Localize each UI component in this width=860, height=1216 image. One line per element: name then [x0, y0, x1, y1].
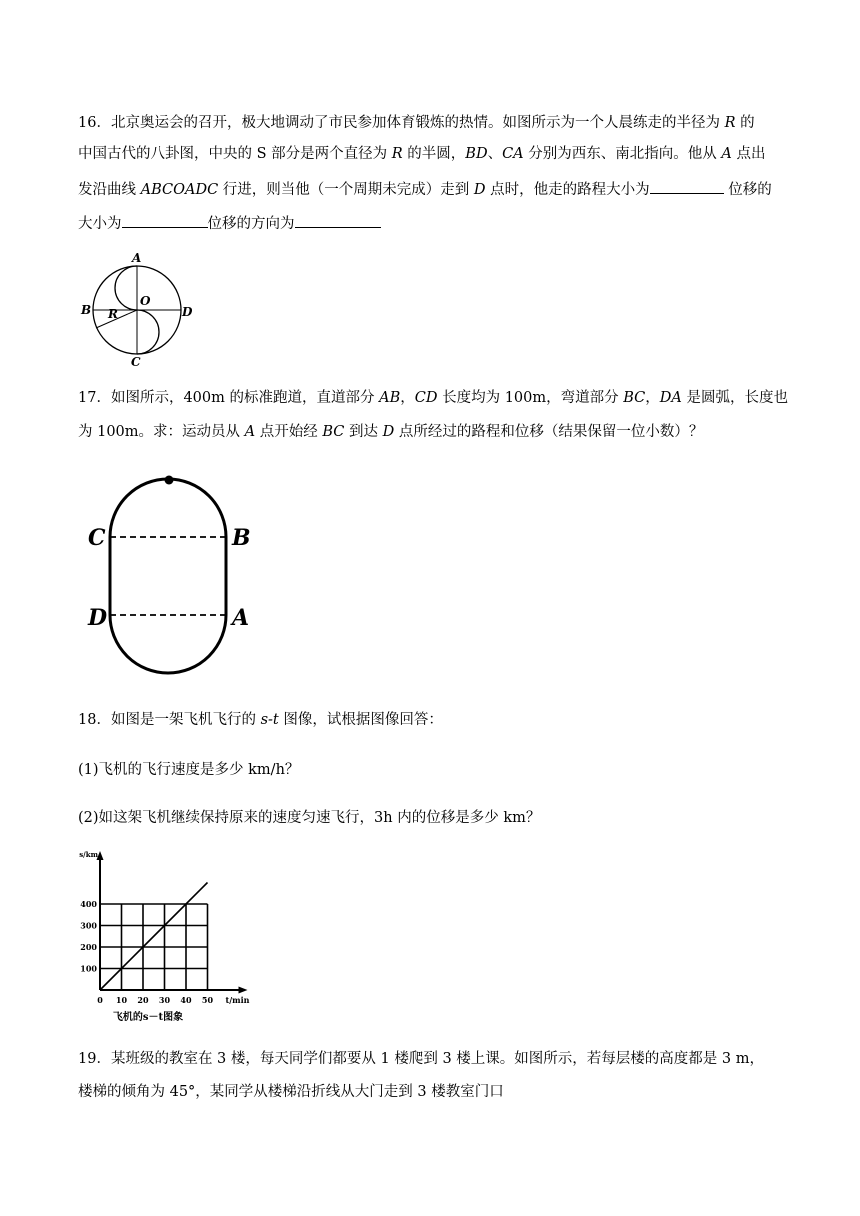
q16-number: 16．	[78, 115, 111, 131]
label-b: B	[81, 303, 92, 317]
bagua-figure	[78, 250, 198, 368]
label-r: R	[108, 307, 118, 321]
x-tick-label: 50	[201, 995, 214, 1005]
label-c: C	[131, 355, 141, 368]
q18-sub1: (1)飞机的飞行速度是多少 km/h？	[78, 762, 300, 778]
q16-line-2: 中国古代的八卦图，中央的 S 部分是两个直径为 R 的半圆，BD、CA 分别为西东、南北指向。他从 A 点出	[78, 146, 766, 162]
answer-blank-direction[interactable]	[295, 213, 381, 228]
series-line	[100, 883, 208, 991]
label-a: A	[132, 251, 142, 265]
s-curve-lower	[137, 310, 159, 354]
answer-blank-displacement[interactable]	[122, 213, 208, 228]
label-d: D	[182, 305, 193, 319]
q19-line-2: 楼梯的倾角为 45°，某同学从楼梯沿折线从大门走到 3 楼教室门口	[78, 1084, 504, 1100]
x-tick-label: 30	[158, 995, 171, 1005]
q17-line-2: 为 100m。求：运动员从 A 点开始经 BC 到达 D 点所经过的路程和位移（结果保留一位小数）？	[78, 424, 704, 440]
track-figure	[84, 470, 264, 680]
label-a: A	[232, 605, 250, 631]
q19-number: 19．	[78, 1051, 111, 1067]
x-tick-label: 40	[180, 995, 192, 1005]
y-tick-label: 100	[80, 963, 97, 974]
track-outline	[110, 479, 226, 673]
q16-line-3: 发沿曲线 ABCOADC 行进，则当他（一个周期未完成）走到 D 点时，他走的路程大小为 位移的	[78, 179, 772, 200]
label-b: B	[232, 525, 251, 551]
q16-line-4: 大小为 位移的方向为	[78, 213, 381, 234]
x-axis-arrow	[239, 987, 248, 994]
label-c: C	[88, 525, 106, 551]
q16-line-1: 16．北京奥运会的召开，极大地调动了市民参加体育锻炼的热情。如图所示为一个人晨练走的半径为 R 的	[78, 115, 755, 131]
chart-caption: 飞机的s－t图象	[112, 1012, 184, 1023]
y-tick-label: 200	[80, 942, 97, 952]
q18-number: 18．	[78, 712, 111, 728]
x-tick-label: 10	[115, 995, 128, 1005]
x-tick-label: 0	[97, 995, 103, 1005]
q18-sub2: (2)如这架飞机继续保持原来的速度匀速飞行，3h 内的位移是多少 km？	[78, 810, 541, 826]
st-chart	[75, 848, 275, 1026]
track-dot	[165, 476, 174, 485]
q17-number: 17．	[78, 390, 111, 406]
label-d: D	[88, 605, 108, 631]
q18-intro: 18．如图是一架飞机飞行的 s-t 图像，试根据图像回答：	[78, 712, 443, 728]
label-o: O	[140, 294, 151, 308]
q19-line-1: 19．某班级的教室在 3 楼，每天同学们都要从 1 楼爬到 3 楼上课。如图所示，若每层楼的高度都是 3 m，	[78, 1051, 764, 1067]
q17-line-1: 17．如图所示，400m 的标准跑道，直道部分 AB，CD 长度均为 100m，弯道部分 BC，DA 是圆弧，长度也	[78, 390, 788, 406]
y-tick-label: 300	[80, 920, 97, 931]
x-tick-label: 20	[137, 995, 149, 1005]
y-axis-label: s/km	[79, 850, 98, 859]
x-axis-label: t/min	[225, 995, 250, 1005]
y-tick-label: 400	[80, 899, 97, 909]
s-curve-upper	[115, 266, 137, 310]
answer-blank-distance[interactable]	[650, 179, 724, 194]
